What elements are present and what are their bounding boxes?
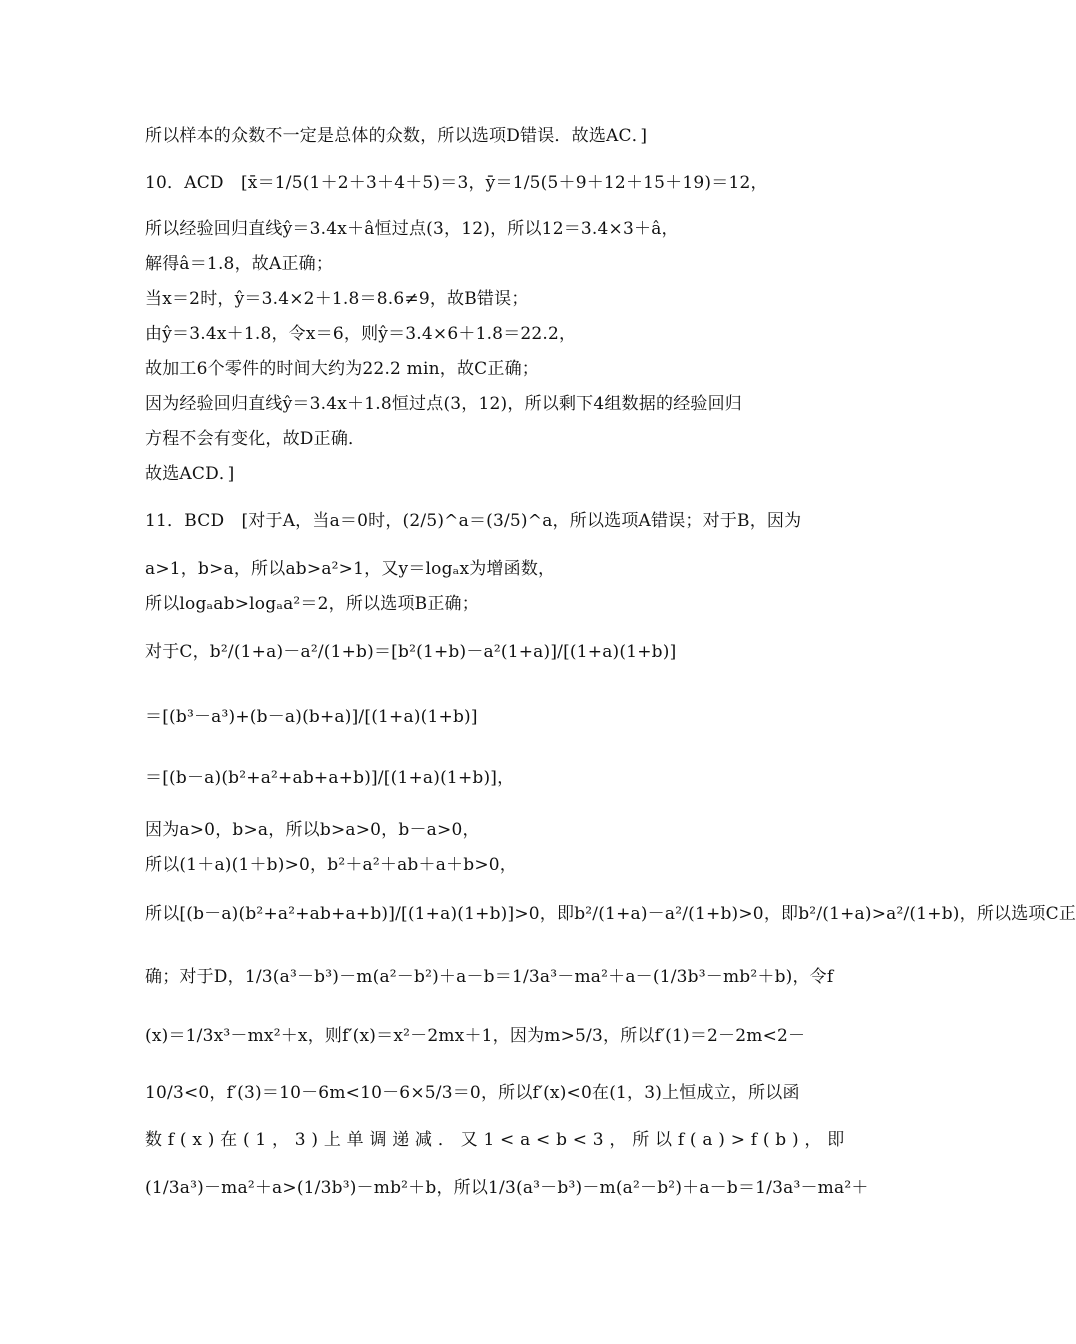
text-line: (x)＝1/3x³－mx²＋x，则f′(x)＝x²－2mx＋1，因为m>5/3，所以f′(1)＝2－2m<2－ xyxy=(145,1026,806,1046)
text-line: 数f(x)在(1，3)上单调递减．又1<a<b<3，所以f(a)>f(b)，即 xyxy=(145,1130,850,1150)
text-line: 对于C，b²/(1+a)－a²/(1+b)＝[b²(1+b)－a²(1+a)]/[(1+a)(1+b)] xyxy=(145,642,677,662)
text-line: ＝[(b³－a³)+(b－a)(b+a)]/[(1+a)(1+b)] xyxy=(145,707,478,727)
text-line: 所以样本的众数不一定是总体的众数，所以选项D错误．故选AC．] xyxy=(145,126,648,146)
text-line: 所以[(b－a)(b²+a²+ab+a+b)]/[(1+a)(1+b)]>0，即b²/(1+a)－a²/(1+b)>0，即b²/(1+a)>a²/(1+b)，所以选项C正 xyxy=(145,904,1076,924)
text-line: 故选ACD．] xyxy=(145,464,235,484)
text-line: 方程不会有变化，故D正确． xyxy=(145,429,366,449)
text-line: 由ŷ＝3.4x＋1.8，令x＝6，则ŷ＝3.4×6＋1.8＝22.2， xyxy=(145,324,577,344)
text-line: 11．BCD [对于A，当a＝0时，(2/5)^a＝(3/5)^a，所以选项A错误；对于B，因为 xyxy=(145,511,802,531)
text-line: 10/3<0，f′(3)＝10－6m<10－6×5/3＝0，所以f′(x)<0在(1，3)上恒成立，所以函 xyxy=(145,1083,800,1103)
text-line: 所以(1＋a)(1＋b)>0，b²＋a²＋ab＋a＋b>0， xyxy=(145,855,517,875)
text-line: 所以logₐab>logₐa²＝2，所以选项B正确； xyxy=(145,594,479,614)
text-line: a>1，b>a，所以ab>a²>1，又y＝logₐx为增函数， xyxy=(145,559,556,579)
text-line: (1/3a³)－ma²＋a>(1/3b³)－mb²＋b，所以1/3(a³－b³)－m(a²－b²)＋a－b＝1/3a³－ma²＋ xyxy=(145,1178,869,1198)
text-line: 10．ACD [x̄＝1/5(1＋2＋3＋4＋5)＝3，ȳ＝1/5(5＋9＋12＋15＋19)＝12， xyxy=(145,173,768,193)
text-line: 所以经验回归直线ŷ＝3.4x＋â恒过点(3，12)，所以12＝3.4×3＋â， xyxy=(145,219,679,239)
text-line: 因为经验回归直线ŷ＝3.4x＋1.8恒过点(3，12)，所以剩下4组数据的经验回归 xyxy=(145,394,742,414)
text-line: 因为a>0，b>a，所以b>a>0，b－a>0， xyxy=(145,820,480,840)
text-line: 确；对于D，1/3(a³－b³)－m(a²－b²)＋a－b＝1/3a³－ma²＋a－(1/3b³－mb²＋b)，令f xyxy=(145,967,834,987)
text-line: 当x＝2时，ŷ＝3.4×2＋1.8＝8.6≠9，故B错误； xyxy=(145,289,529,309)
text-line: ＝[(b－a)(b²+a²+ab+a+b)]/[(1+a)(1+b)]， xyxy=(145,768,515,788)
text-line: 解得â＝1.8，故A正确； xyxy=(145,254,334,274)
text-line: 故加工6个零件的时间大约为22.2 min，故C正确； xyxy=(145,359,539,379)
